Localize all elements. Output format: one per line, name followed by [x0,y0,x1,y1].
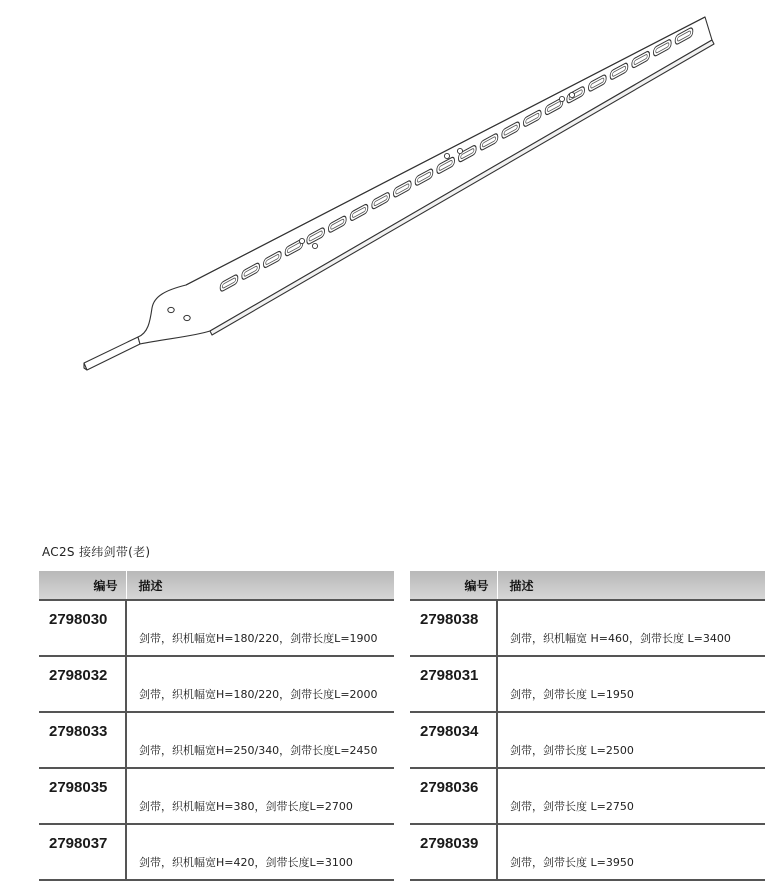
table-row [39,768,394,824]
part-desc: 剑带，剑带长度 L=2750 [497,768,765,824]
tape-rivet [457,148,462,153]
table-row [39,600,394,656]
tape-end-tab [84,337,140,370]
tape-rivet [299,238,304,243]
part-code: 2798038 [410,600,497,656]
tape-rivet [569,92,574,97]
table-header [39,571,394,600]
part-code: 2798031 [410,656,497,712]
part-desc: 剑带，剑带长度 L=2500 [497,712,765,768]
table-row [39,712,394,768]
table-row [410,600,765,656]
part-code: 2798030 [39,600,126,656]
part-desc: 剑带，剑带长度 L=1950 [497,656,765,712]
table-row [410,824,765,880]
parts-table-left [39,571,394,881]
part-code: 2798033 [39,712,126,768]
part-desc: 剑带，织机幅宽H=250/340，剑带长度L=2450 [126,712,394,768]
part-desc: 剑带，织机幅宽H=180/220，剑带长度L=1900 [126,600,394,656]
header-code: 编号 [39,571,126,600]
part-code: 2798035 [39,768,126,824]
part-desc: 剑带，织机幅宽H=380，剑带长度L=2700 [126,768,394,824]
parts-table-right [410,571,765,881]
part-desc: 剑带，织机幅宽H=180/220，剑带长度L=2000 [126,656,394,712]
part-desc: 剑带，剑带长度 L=3950 [497,824,765,880]
table-row [410,656,765,712]
section-title: AC2S 接纬剑带(老) [42,545,151,559]
tape-band-edge [210,40,714,335]
tape-rivet [444,153,449,158]
neck-hole [168,307,174,312]
part-desc: 剑带，织机幅宽H=420，剑带长度L=3100 [126,824,394,880]
tape-rivet [559,96,564,101]
table-row [410,712,765,768]
part-code: 2798034 [410,712,497,768]
part-code: 2798037 [39,824,126,880]
part-desc: 剑带，织机幅宽 H=460，剑带长度 L=3400 [497,600,765,656]
neck-hole [184,315,190,320]
part-code: 2798039 [410,824,497,880]
tape-rivet [312,243,317,248]
header-code: 编号 [410,571,497,600]
table-row [39,824,394,880]
header-desc: 描述 [126,571,394,600]
part-code: 2798032 [39,656,126,712]
part-code: 2798036 [410,768,497,824]
header-desc: 描述 [497,571,765,600]
table-header [410,571,765,600]
table-row [410,768,765,824]
table-row [39,656,394,712]
